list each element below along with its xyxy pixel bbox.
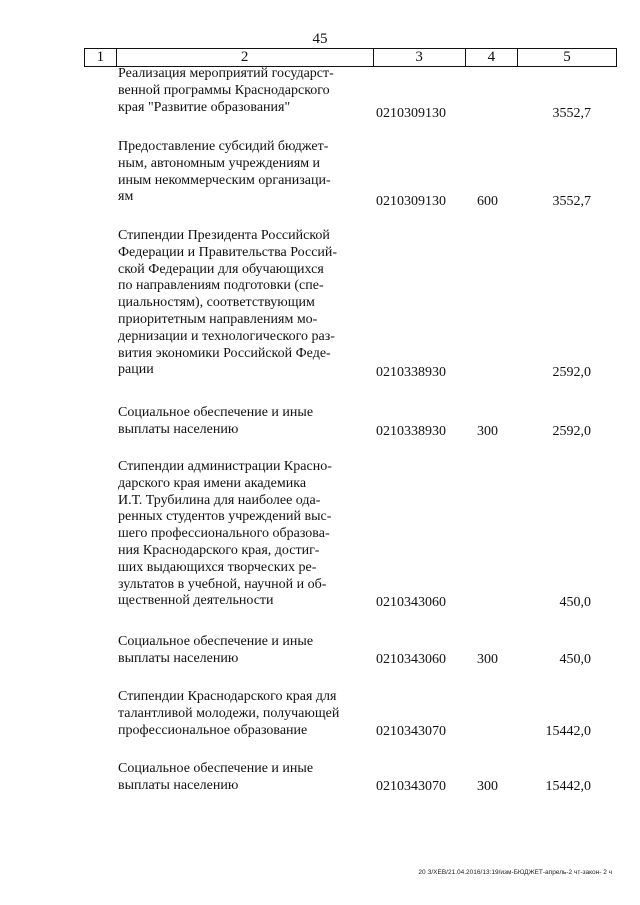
table-row bbox=[0, 459, 640, 634]
row-amount: 15442,0 bbox=[545, 779, 591, 794]
column-header-4: 4 bbox=[465, 49, 517, 67]
row-amount: 3552,7 bbox=[552, 106, 591, 121]
row-type: 300 bbox=[477, 652, 498, 667]
row-type: 300 bbox=[477, 779, 498, 794]
row-description: Реализация мероприятий государст- венной программы Краснодарского края "Развитие образования" bbox=[118, 66, 334, 115]
row-code: 0210343070 bbox=[376, 779, 446, 794]
row-amount: 2592,0 bbox=[552, 424, 591, 439]
row-description: Стипендии Краснодарского края для талантливой молодежи, получающей профессиональное образование bbox=[118, 689, 340, 738]
table-row bbox=[0, 405, 640, 459]
page-number: 45 bbox=[312, 31, 328, 47]
row-description: Стипендии администрации Красно- дарского края имени академика И.Т. Трубилина для наиболее ода- ренных студентов учреждений выс- шего профессионального образова- ния Краснодарского края, достиг- ших выдающихся творческих ре- зультатов в учебной, научной и об- щественной деятельности bbox=[118, 459, 332, 609]
column-header-5: 5 bbox=[518, 49, 617, 67]
row-amount: 3552,7 bbox=[552, 194, 591, 209]
table-row bbox=[0, 761, 640, 801]
row-amount: 15442,0 bbox=[545, 724, 591, 739]
row-description: Предоставление субсидий бюджет- ным, автономным учреждениям и иным некоммерческим организаци- ям bbox=[118, 139, 331, 205]
row-code: 0210343060 bbox=[376, 652, 446, 667]
footer-stamp: 20 З/ХЕВ/21.04.2016/13:19/изм-БЮДЖЕТ-апрель-2 чт-закон- 2 ч bbox=[418, 869, 612, 876]
row-code: 0210343060 bbox=[376, 595, 446, 610]
column-header-table bbox=[84, 48, 617, 67]
row-amount: 450,0 bbox=[559, 652, 591, 667]
table-row bbox=[0, 634, 640, 689]
table-row bbox=[0, 689, 640, 761]
row-amount: 2592,0 bbox=[552, 365, 591, 380]
row-description: Стипендии Президента Российской Федерации и Правительства Россий- ской Федерации для обучающихся по направлениям подготовки (спе- циальностям), соответствующим приоритетным направлениям мо- дернизации и технологического раз- вития экономики Российской Феде- рации bbox=[118, 228, 338, 378]
row-code: 0210343070 bbox=[376, 724, 446, 739]
column-header-2: 2 bbox=[116, 49, 373, 67]
row-code: 0210338930 bbox=[376, 424, 446, 439]
column-header-3: 3 bbox=[373, 49, 465, 67]
table-row bbox=[0, 139, 640, 228]
column-header-1: 1 bbox=[85, 49, 117, 67]
row-description: Социальное обеспечение и иные выплаты населению bbox=[118, 405, 314, 437]
row-code: 0210309130 bbox=[376, 106, 446, 121]
row-type: 600 bbox=[477, 194, 498, 209]
row-code: 0210338930 bbox=[376, 365, 446, 380]
row-code: 0210309130 bbox=[376, 194, 446, 209]
row-type: 300 bbox=[477, 424, 498, 439]
table-row bbox=[0, 228, 640, 405]
row-description: Социальное обеспечение и иные выплаты населению bbox=[118, 761, 314, 793]
table-body bbox=[0, 66, 640, 801]
row-amount: 450,0 bbox=[559, 595, 591, 610]
row-description: Социальное обеспечение и иные выплаты населению bbox=[118, 634, 314, 666]
table-row bbox=[0, 66, 640, 139]
